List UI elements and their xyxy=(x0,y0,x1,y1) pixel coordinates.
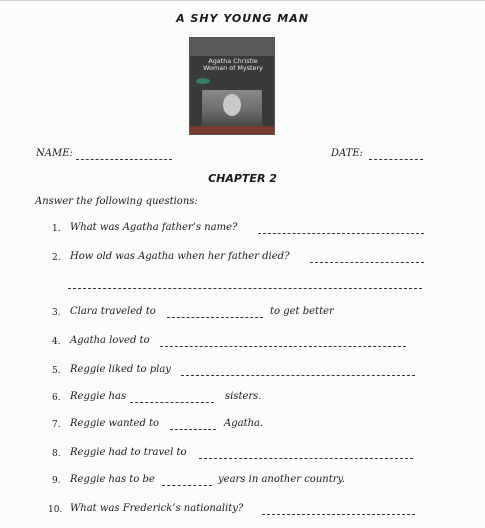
cover-decoration xyxy=(196,78,210,84)
instructions: Answer the following questions: xyxy=(35,196,198,207)
book-cover-image xyxy=(189,37,275,135)
question-text: Agatha loved to xyxy=(70,335,150,346)
cover-spine-band xyxy=(190,126,274,134)
name-label: NAME: xyxy=(36,148,73,159)
question-text: Clara traveled to xyxy=(70,306,156,317)
question-text: What was Frederick’s nationality? xyxy=(70,503,244,514)
question-number: 4. xyxy=(52,337,61,347)
cover-top-band xyxy=(190,38,274,56)
question-text-suffix: years in another country. xyxy=(218,474,345,485)
question-text: Reggie has to be xyxy=(70,474,155,485)
cover-portrait xyxy=(223,94,241,116)
answer-blank-continued[interactable] xyxy=(68,288,422,289)
question-text: Reggie had to travel to xyxy=(70,447,187,458)
name-blank[interactable] xyxy=(76,159,172,160)
question-number: 2. xyxy=(52,253,61,263)
date-blank[interactable] xyxy=(369,159,423,160)
answer-blank[interactable] xyxy=(258,233,424,234)
answer-blank[interactable] xyxy=(310,262,424,263)
question-text: How old was Agatha when her father died? xyxy=(70,251,290,262)
answer-blank[interactable] xyxy=(199,458,413,459)
chapter-heading: CHAPTER 2 xyxy=(208,172,277,185)
answer-blank[interactable] xyxy=(162,485,212,486)
answer-blank[interactable] xyxy=(167,317,263,318)
answer-blank[interactable] xyxy=(181,375,415,376)
answer-blank[interactable] xyxy=(170,429,216,430)
question-text: Reggie has xyxy=(70,391,127,402)
question-number: 6. xyxy=(52,393,61,403)
worksheet-title: A SHY YOUNG MAN xyxy=(176,12,309,25)
page-edge xyxy=(0,0,485,1)
question-text: What was Agatha father’s name? xyxy=(70,222,238,233)
question-number: 9. xyxy=(52,476,61,486)
question-text-suffix: sisters. xyxy=(225,391,262,402)
cover-title-line2: Woman of Mystery xyxy=(203,64,263,72)
cover-title-line1: Agatha Christie xyxy=(208,57,258,65)
question-number: 1. xyxy=(52,224,61,234)
answer-blank[interactable] xyxy=(130,402,214,403)
answer-blank[interactable] xyxy=(160,346,406,347)
question-text-suffix: Agatha. xyxy=(224,418,264,429)
question-number: 3. xyxy=(52,308,61,318)
question-text: Reggie wanted to xyxy=(70,418,160,429)
question-number: 7. xyxy=(52,420,61,430)
question-number: 5. xyxy=(52,366,61,376)
question-text: Reggie liked to play xyxy=(70,364,171,375)
question-text-suffix: to get better xyxy=(270,306,334,317)
question-number: 10. xyxy=(48,505,63,515)
answer-blank[interactable] xyxy=(262,514,415,515)
question-number: 8. xyxy=(52,449,61,459)
date-label: DATE: xyxy=(331,148,364,159)
cover-title xyxy=(198,58,268,72)
